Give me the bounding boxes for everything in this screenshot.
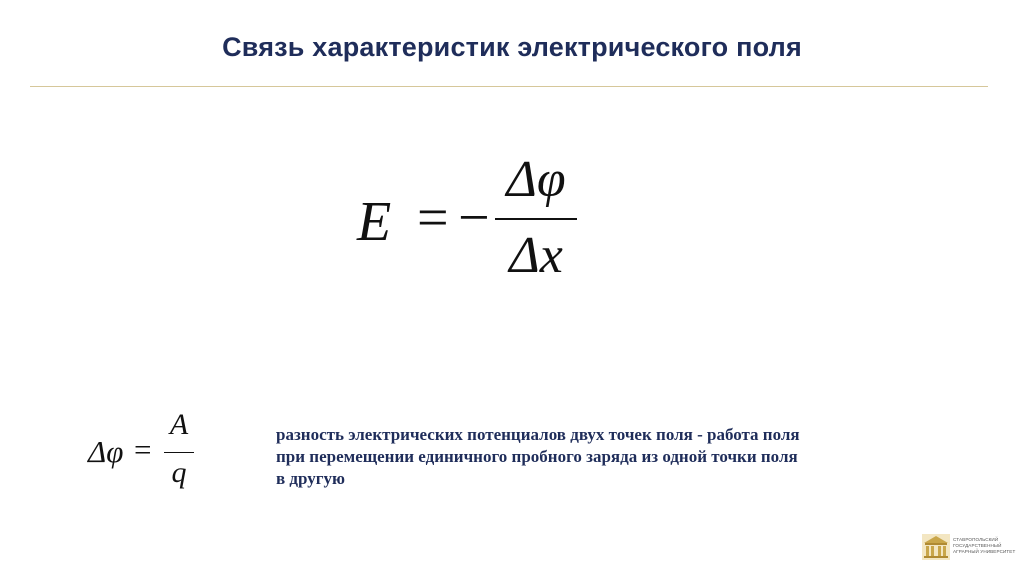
small-formula-numerator: A [169, 408, 189, 441]
logo-caption [953, 537, 1015, 555]
formula-denominator: Δx [509, 227, 563, 284]
definition-line: разность электрических потенциалов двух точек поля - работа поля [276, 425, 800, 444]
definition-line: при перемещении единичного пробного заряда из одной точки поля [276, 447, 798, 466]
small-formula-denominator: q [171, 456, 187, 489]
small-formula-equals-sign: = [134, 432, 152, 467]
formula-E-symbol: E [357, 191, 392, 253]
logo-caption-line: СТАВРОПОЛЬСКИЙ [953, 537, 999, 542]
formula-equals-sign: = [417, 187, 449, 249]
title-divider [30, 86, 988, 87]
small-formula-fraction-bar [164, 452, 194, 453]
university-building-icon [922, 534, 950, 560]
formula-fraction-bar [495, 218, 577, 220]
slide-title: Связь характеристик электрического поля [222, 32, 802, 62]
university-logo [922, 534, 1017, 566]
definition-line: в другую [276, 469, 345, 488]
formula-minus-sign: − [458, 187, 490, 249]
potential-difference-formula [88, 408, 208, 507]
small-formula-lhs: Δφ [88, 434, 124, 469]
formula-numerator: Δφ [506, 151, 566, 208]
definition-text [276, 424, 896, 490]
logo-caption-line: АГРАРНЫЙ УНИВЕРСИТЕТ [953, 549, 1016, 554]
main-formula [355, 150, 595, 290]
logo-caption-line: ГОСУДАРСТВЕННЫЙ [953, 543, 1002, 548]
